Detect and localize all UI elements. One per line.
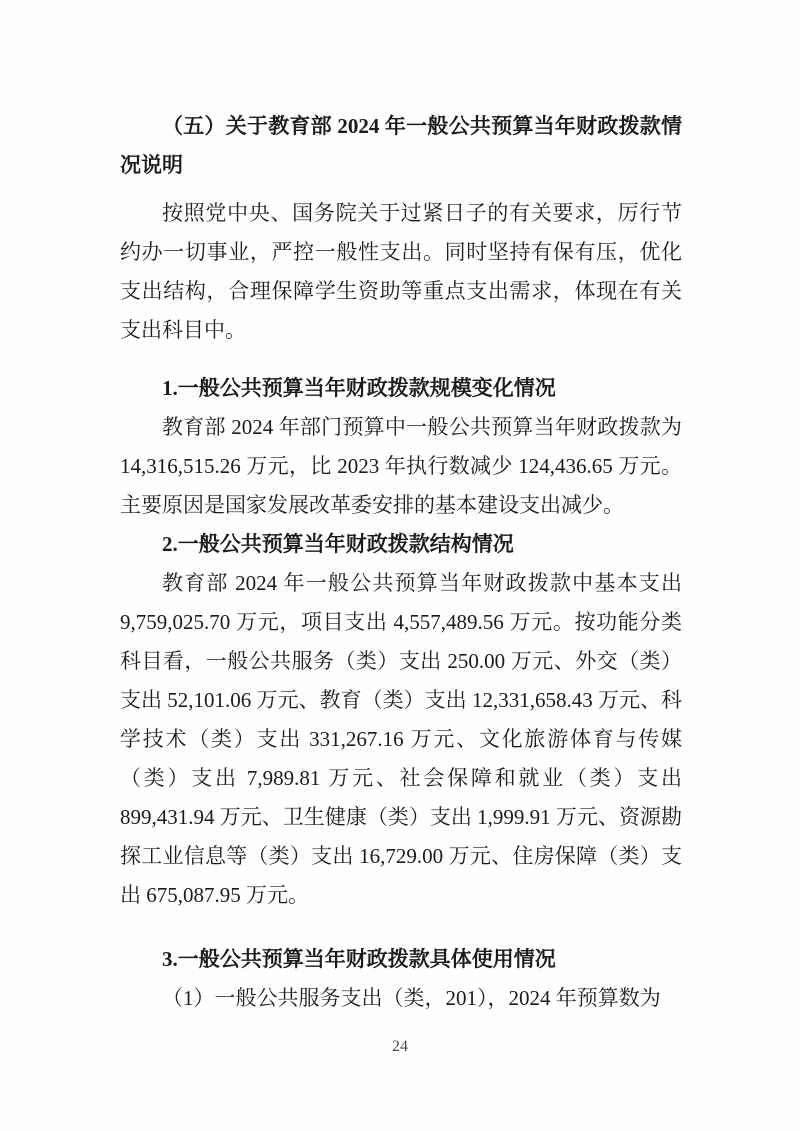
subsection-paragraph-specific-usage: （1）一般公共服务支出（类，201），2024 年预算数为 — [162, 986, 661, 1010]
subsection-title-structure: 2.一般公共预算当年财政拨款结构情况 — [162, 532, 514, 556]
subsection-paragraph-scale-change: 教育部 2024 年部门预算中一般公共预算当年财政拨款为 14,316,515.26 万元，比 2023 年执行数减少 124,436.65 万元。主要原因是国家发展改革委安排的基本建设支出减少。 — [120, 415, 682, 517]
document-section-heading: （五）关于教育部 2024 年一般公共预算当年财政拨款情况说明 — [120, 114, 682, 177]
subsection-title-scale-change: 1.一般公共预算当年财政拨款规模变化情况 — [162, 376, 556, 400]
subsection-paragraph-structure: 教育部 2024 年一般公共预算当年财政拨款中基本支出 9,759,025.70 万元，项目支出 4,557,489.56 万元。按功能分类科目看，一般公共服务（类）支出 250.00 万元、外交（类）支出 52,101.06 万元、教育（类）支出 12,331,658.43 万元、科学技术（类）支出 331,267.16 万元、文化旅游体育与传媒（类）支出 7,989.81 万元、社会保障和就业（类）支出 899,431.94 万元、卫生健康（类）支出 1,999.91 万元、资源勘探工业信息等（类）支出 16,729.00 万元、住房保障（类）支出 675,087.95 万元。 — [120, 571, 682, 907]
page-number: 24 — [392, 1038, 408, 1055]
subsection-title-specific-usage: 3.一般公共预算当年财政拨款具体使用情况 — [162, 947, 556, 971]
intro-paragraph: 按照党中央、国务院关于过紧日子的有关要求，厉行节约办一切事业，严控一般性支出。同时坚持有保有压，优化支出结构，合理保障学生资助等重点支出需求，体现在有关支出科目中。 — [120, 201, 682, 342]
